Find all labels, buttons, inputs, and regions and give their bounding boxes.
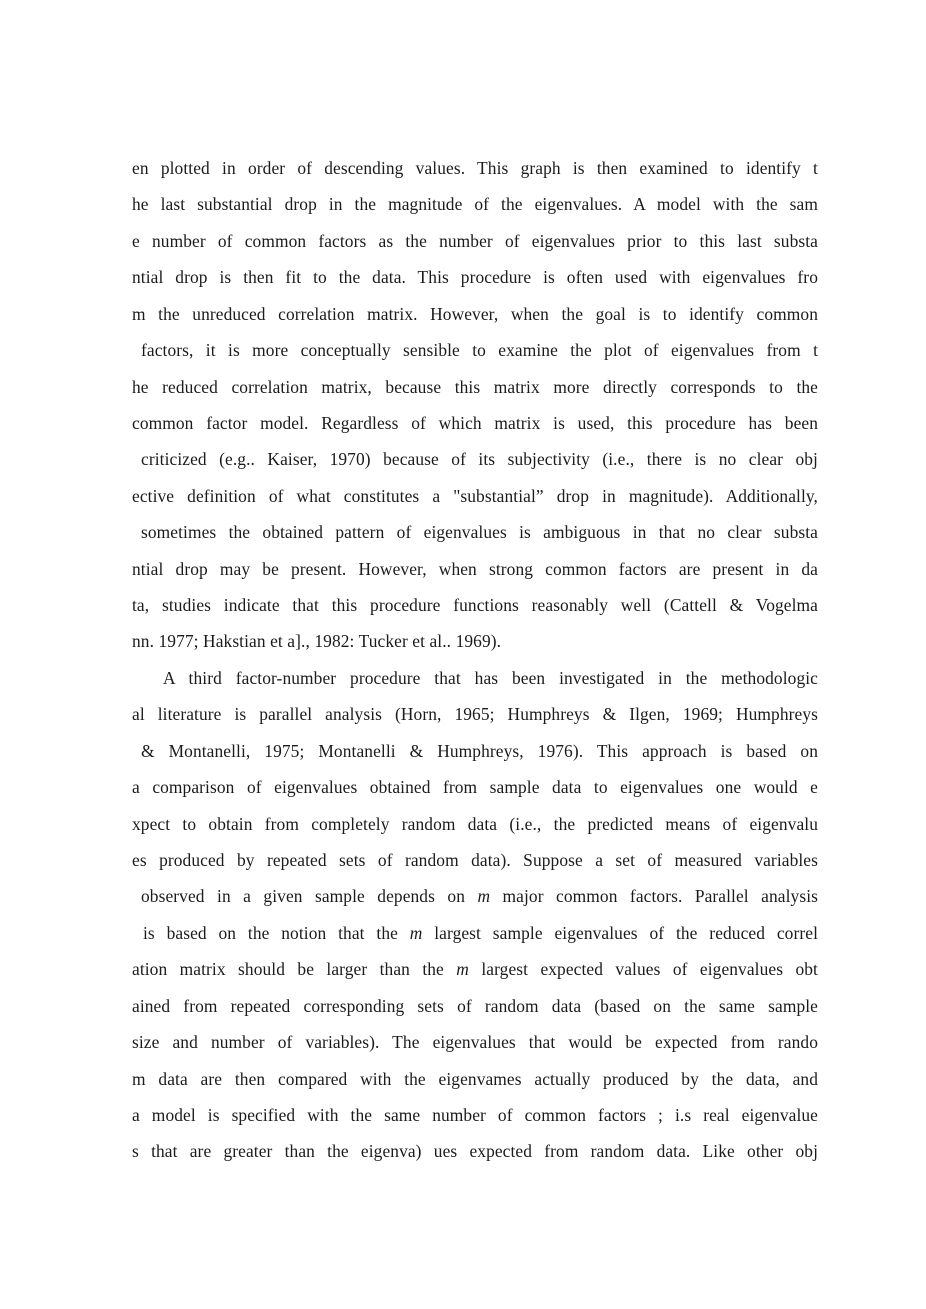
text-line: ta, studies indicate that this procedure functions reasonably well (Cattell & Vogelma — [132, 595, 818, 616]
text-segment: largest expected values of eigenvalues obt — [468, 959, 818, 980]
paragraph-scree-procedure — [132, 150, 818, 660]
text-line: m data are then compared with the eigenvames actually produced by the data, and — [132, 1068, 818, 1089]
italic-variable: m — [409, 922, 423, 943]
text-line — [132, 951, 818, 987]
text-segment: major common factors. Parallel analysis — [490, 886, 818, 907]
text-line — [132, 878, 818, 914]
text-line: en plotted in order of descending values. This graph is then examined to identify t — [132, 158, 818, 178]
text-line: & Montanelli, 1975; Montanelli & Humphreys, 1976). This approach is based on — [141, 740, 818, 761]
text-segment: largest sample eigenvalues of the reduced correl — [422, 922, 818, 943]
paragraph-parallel-analysis — [132, 660, 818, 1170]
document-text — [132, 150, 818, 1170]
text-line: m the unreduced correlation matrix. However, when the goal is to identify common — [132, 303, 818, 324]
text-line: e number of common factors as the number of eigenvalues prior to this last substa — [132, 230, 818, 251]
text-line: A third factor-number procedure that has been investigated in the methodologic — [163, 667, 818, 688]
text-line: criticized (e.g.. Kaiser, 1970) because of its subjectivity (i.e., there is no clear obj — [141, 449, 818, 470]
text-line: common factor model. Regardless of which matrix is used, this procedure has been — [132, 412, 818, 433]
text-line: s that are greater than the eigenva) ues expected from random data. Like other obj — [132, 1141, 818, 1162]
text-line: a comparison of eigenvalues obtained from sample data to eigenvalues one would e — [132, 777, 818, 798]
text-line: ained from repeated corresponding sets of random data (based on the same sample — [132, 995, 818, 1016]
text-line: he last substantial drop in the magnitude of the eigenvalues. A model with the sam — [132, 194, 818, 215]
text-line: sometimes the obtained pattern of eigenvalues is ambiguous in that no clear substa — [141, 522, 818, 543]
text-line: al literature is parallel analysis (Horn, 1965; Humphreys & Ilgen, 1969; Humphreys — [132, 704, 818, 725]
text-line: factors, it is more conceptually sensible to examine the plot of eigenvalues from t — [141, 340, 818, 361]
text-segment: ation matrix should be larger than the — [132, 959, 457, 980]
text-line — [132, 915, 818, 951]
text-line: nn. 1977; Hakstian et a]., 1982: Tucker et al.. 1969). — [132, 631, 502, 652]
text-line: ntial drop may be present. However, when strong common factors are present in da — [132, 558, 818, 579]
text-line: ntial drop is then fit to the data. This procedure is often used with eigenvalues fro — [132, 267, 818, 288]
text-line: a model is specified with the same number of common factors ; i.s real eigenvalue — [132, 1104, 818, 1125]
text-segment: is based on the notion that the — [143, 922, 410, 943]
text-line: xpect to obtain from completely random data (i.e., the predicted means of eigenvalu — [132, 813, 818, 834]
text-segment: observed in a given sample depends on — [141, 886, 478, 907]
text-line: ective definition of what constitutes a "substantial” drop in magnitude). Additionally, — [132, 485, 818, 506]
text-line: he reduced correlation matrix, because this matrix more directly corresponds to the — [132, 376, 818, 397]
text-line: size and number of variables). The eigenvalues that would be expected from rando — [132, 1032, 818, 1053]
italic-variable: m — [477, 886, 491, 907]
text-line: es produced by repeated sets of random data). Suppose a set of measured variables — [132, 850, 818, 871]
italic-variable: m — [456, 959, 469, 980]
